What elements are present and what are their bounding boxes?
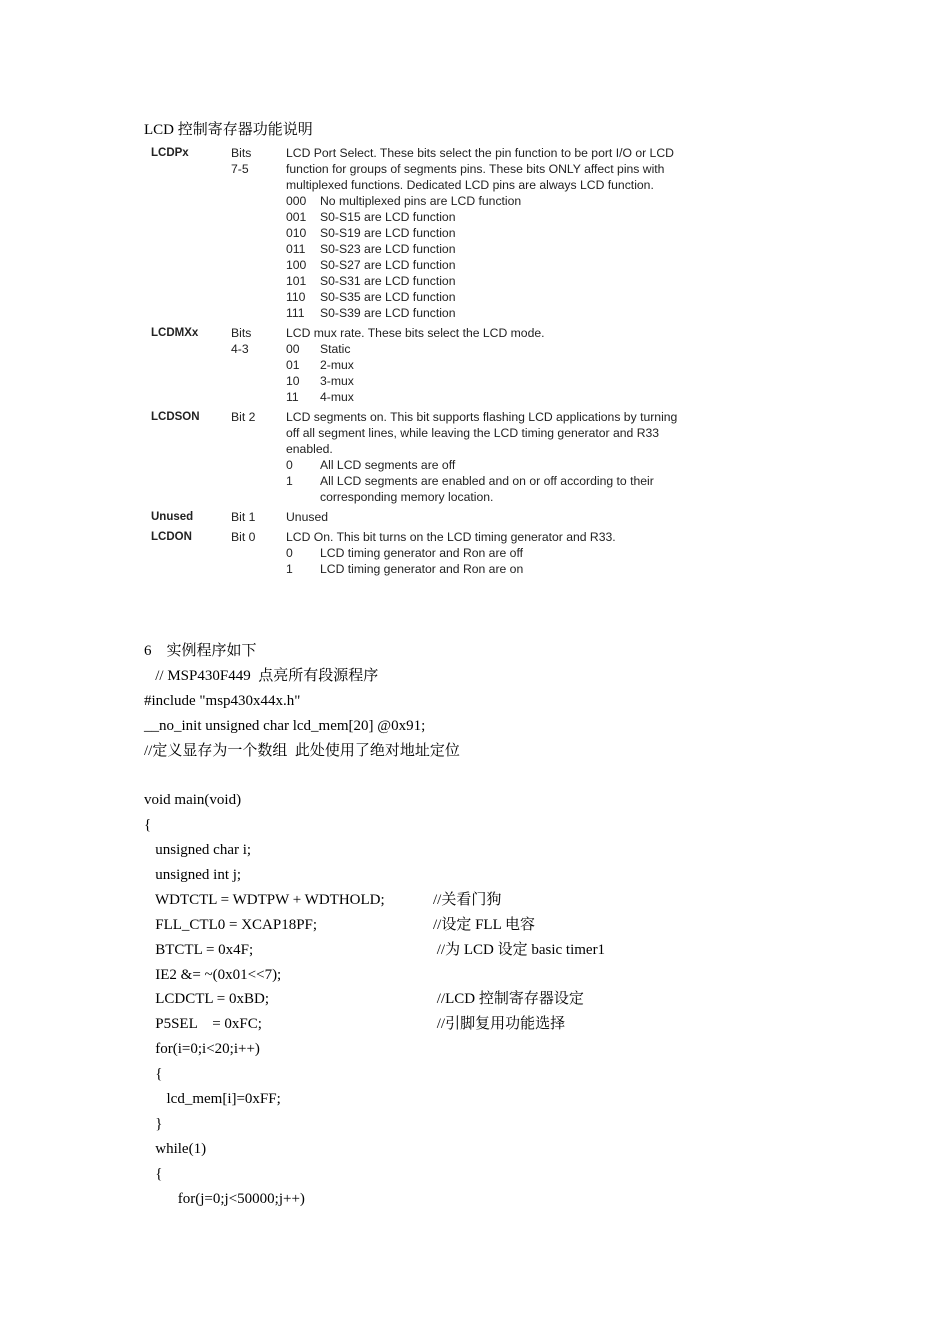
code-text: void main(void) bbox=[144, 792, 242, 809]
option-code: 101 bbox=[286, 274, 307, 288]
option-row bbox=[286, 289, 741, 305]
code-listing bbox=[144, 639, 606, 1211]
code-line bbox=[144, 714, 460, 739]
register-bits bbox=[231, 145, 286, 321]
register-row bbox=[151, 529, 741, 577]
code-text: __no_init unsigned char lcd_mem[20] @0x91; bbox=[144, 717, 426, 734]
option-text bbox=[320, 457, 741, 473]
option-row bbox=[286, 561, 741, 577]
code-line bbox=[144, 788, 460, 813]
option-row bbox=[286, 545, 741, 561]
code-comment: //设定 FLL 电容 bbox=[433, 916, 535, 933]
bits-line: Bits bbox=[231, 326, 252, 340]
option-code: 0 bbox=[286, 546, 293, 560]
bits-line: Bit 2 bbox=[231, 410, 256, 424]
code-text: for(j=0;j<50000;j++) bbox=[144, 1190, 305, 1207]
option-text bbox=[320, 289, 741, 305]
option-code: 01 bbox=[286, 358, 300, 372]
register-bits bbox=[231, 325, 286, 405]
option-code: 00 bbox=[286, 342, 300, 356]
option-text-line: No multiplexed pins are LCD function bbox=[320, 194, 522, 208]
option-text-line: S0-S39 are LCD function bbox=[320, 306, 456, 320]
code-line bbox=[144, 913, 535, 938]
register-name: LCDSON bbox=[151, 411, 200, 423]
register-row bbox=[151, 509, 741, 525]
register-description bbox=[286, 529, 741, 577]
code-text: #include "msp430x44x.h" bbox=[144, 692, 301, 709]
option-text-line: All LCD segments are enabled and on or off according to their bbox=[320, 474, 654, 488]
option-row bbox=[286, 257, 741, 273]
option-text-line: All LCD segments are off bbox=[320, 458, 456, 472]
code-text: lcd_mem[i]=0xFF; bbox=[144, 1091, 281, 1108]
code-line bbox=[144, 1137, 460, 1162]
option-text-line: S0-S23 are LCD function bbox=[320, 242, 456, 256]
register-description bbox=[286, 509, 741, 525]
register-description bbox=[286, 145, 741, 321]
option-text-line: S0-S27 are LCD function bbox=[320, 258, 456, 272]
description-line: Unused bbox=[286, 510, 329, 524]
code-text: unsigned char i; bbox=[144, 842, 252, 859]
option-row bbox=[286, 457, 741, 473]
option-code: 10 bbox=[286, 374, 300, 388]
description-line: LCD mux rate. These bits select the LCD mode. bbox=[286, 326, 545, 340]
code-line bbox=[144, 1162, 460, 1187]
description-line: function for groups of segments pins. These bits ONLY affect pins with bbox=[286, 162, 665, 176]
option-code: 1 bbox=[286, 562, 293, 576]
code-line bbox=[144, 963, 460, 988]
bits-line: Bits bbox=[231, 146, 252, 160]
code-text: { bbox=[144, 1066, 163, 1083]
option-text bbox=[320, 389, 741, 405]
register-name: LCDPx bbox=[151, 147, 189, 159]
option-row bbox=[286, 209, 741, 225]
code-text: IE2 &= ~(0x01<<7); bbox=[144, 966, 282, 983]
register-row bbox=[151, 145, 741, 321]
bits-line: Bit 1 bbox=[231, 510, 256, 524]
register-row bbox=[151, 325, 741, 405]
register-bits bbox=[231, 409, 286, 505]
option-text bbox=[320, 373, 741, 389]
register-name: Unused bbox=[151, 511, 194, 523]
option-row bbox=[286, 473, 741, 505]
code-line bbox=[144, 1087, 460, 1112]
option-text bbox=[320, 209, 741, 225]
code-text: WDTCTL = WDTPW + WDTHOLD; bbox=[144, 891, 385, 908]
register-bits bbox=[231, 509, 286, 525]
code-line bbox=[144, 1037, 460, 1062]
code-text: unsigned int j; bbox=[144, 867, 242, 884]
option-code: 110 bbox=[286, 290, 306, 304]
option-text bbox=[320, 241, 741, 257]
code-line bbox=[144, 1187, 460, 1212]
description-line: LCD Port Select. These bits select the pin function to be port I/O or LCD bbox=[286, 146, 674, 160]
code-text: { bbox=[144, 817, 152, 834]
code-line bbox=[144, 987, 584, 1012]
option-row bbox=[286, 273, 741, 289]
option-code: 0 bbox=[286, 458, 293, 472]
register-name: LCDON bbox=[151, 531, 192, 543]
code-comment: //LCD 控制寄存器设定 bbox=[433, 991, 584, 1008]
option-text bbox=[320, 561, 741, 577]
option-code: 11 bbox=[286, 390, 299, 404]
option-text-line: Static bbox=[320, 342, 351, 356]
option-text bbox=[320, 357, 741, 373]
code-comment: //引脚复用功能选择 bbox=[433, 1016, 566, 1033]
register-description bbox=[286, 325, 741, 405]
register-bits bbox=[231, 529, 286, 577]
code-text: { bbox=[144, 1165, 163, 1182]
option-code: 1 bbox=[286, 474, 293, 488]
code-text: 6 实例程序如下 bbox=[144, 643, 257, 659]
code-line bbox=[144, 664, 460, 689]
option-text-line: 2-mux bbox=[320, 358, 354, 372]
option-row bbox=[286, 225, 741, 241]
option-code: 001 bbox=[286, 210, 307, 224]
description-line: enabled. bbox=[286, 442, 333, 456]
code-text: // MSP430F449 点亮所有段源程序 bbox=[144, 667, 379, 684]
code-comment: //关看门狗 bbox=[433, 891, 502, 908]
description-line: LCD On. This bit turns on the LCD timing generator and R33. bbox=[286, 530, 616, 544]
option-text bbox=[320, 545, 741, 561]
option-text bbox=[320, 473, 741, 505]
option-code: 100 bbox=[286, 258, 307, 272]
option-row bbox=[286, 357, 741, 373]
option-text-line: S0-S19 are LCD function bbox=[320, 226, 456, 240]
option-code: 011 bbox=[286, 242, 306, 256]
option-row bbox=[286, 341, 741, 357]
code-line bbox=[144, 1062, 460, 1087]
bits-line: Bit 0 bbox=[231, 530, 256, 544]
code-line bbox=[144, 813, 460, 838]
code-line bbox=[144, 1012, 566, 1037]
option-code: 010 bbox=[286, 226, 307, 240]
option-text bbox=[320, 305, 741, 321]
code-line bbox=[144, 1112, 460, 1137]
section-heading: LCD 控制寄存器功能说明 bbox=[144, 122, 313, 138]
option-text-line: 4-mux bbox=[320, 390, 354, 404]
option-text-line: S0-S15 are LCD function bbox=[320, 210, 456, 224]
code-text: } bbox=[144, 1115, 163, 1132]
code-text: FLL_CTL0 = XCAP18PF; bbox=[144, 916, 318, 933]
code-line bbox=[144, 888, 502, 913]
code-line bbox=[144, 938, 606, 963]
code-line bbox=[144, 863, 460, 888]
code-line bbox=[144, 739, 460, 764]
option-text-line: 3-mux bbox=[320, 374, 354, 388]
code-line bbox=[144, 639, 460, 664]
option-text bbox=[320, 257, 741, 273]
option-text bbox=[320, 225, 741, 241]
option-text-line: S0-S31 are LCD function bbox=[320, 274, 456, 288]
option-text-line: corresponding memory location. bbox=[320, 490, 494, 504]
option-text bbox=[320, 341, 741, 357]
register-name: LCDMXx bbox=[151, 327, 199, 339]
option-text-line: S0-S35 are LCD function bbox=[320, 290, 456, 304]
option-text-line: LCD timing generator and Ron are on bbox=[320, 562, 524, 576]
register-description bbox=[286, 409, 741, 505]
code-text: while(1) bbox=[144, 1140, 207, 1157]
code-text: //定义显存为一个数组 此处使用了绝对地址定位 bbox=[144, 742, 460, 759]
option-row bbox=[286, 241, 741, 257]
option-text-line: LCD timing generator and Ron are off bbox=[320, 546, 524, 560]
option-row bbox=[286, 193, 741, 209]
bits-line: 7-5 bbox=[231, 162, 249, 176]
option-row bbox=[286, 389, 741, 405]
bits-line: 4-3 bbox=[231, 342, 249, 356]
option-text bbox=[320, 193, 741, 209]
code-text: for(i=0;i<20;i++) bbox=[144, 1041, 260, 1058]
code-line bbox=[144, 689, 460, 714]
register-row bbox=[151, 409, 741, 505]
option-row bbox=[286, 305, 741, 321]
option-text bbox=[320, 273, 741, 289]
code-line bbox=[144, 838, 460, 863]
code-comment: //为 LCD 设定 basic timer1 bbox=[433, 941, 606, 958]
option-row bbox=[286, 373, 741, 389]
description-line: LCD segments on. This bit supports flashing LCD applications by turning bbox=[286, 410, 678, 424]
code-text: LCDCTL = 0xBD; bbox=[144, 991, 269, 1008]
code-line bbox=[144, 763, 460, 788]
description-line: multiplexed functions. Dedicated LCD pins are always LCD function. bbox=[286, 178, 654, 192]
register-table bbox=[151, 145, 741, 581]
code-text: BTCTL = 0x4F; bbox=[144, 941, 254, 958]
description-line: off all segment lines, while leaving the LCD timing generator and R33 bbox=[286, 426, 660, 440]
code-text: P5SEL = 0xFC; bbox=[144, 1016, 262, 1033]
option-code: 111 bbox=[286, 306, 305, 320]
option-code: 000 bbox=[286, 194, 307, 208]
